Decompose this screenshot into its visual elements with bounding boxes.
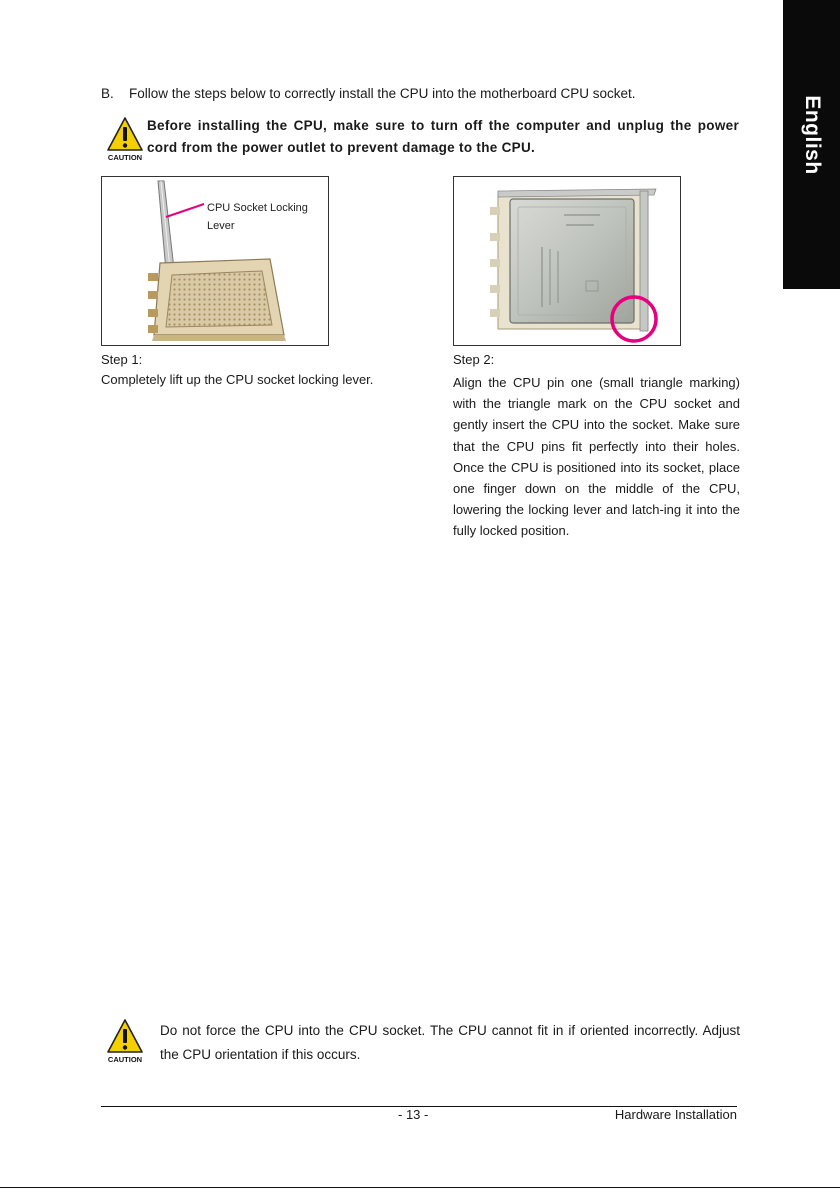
- language-tab-label: English: [800, 95, 824, 175]
- cpu-insert-photo: [453, 176, 681, 346]
- lever-callout: [207, 199, 308, 235]
- caution-warning-icon: [106, 116, 144, 167]
- step2-text: Align the CPU pin one (small triangle marking) with the triangle mark on the CPU socket and gently insert the CPU into the socket. Make sure that the CPU pins fit perfectly into their holes. Once the CPU is positioned into its socket, place one finger down on the middle of the CPU, lowering the locking lever and latch-ing it into the fully locked position.: [453, 375, 740, 539]
- intro-text: Follow the steps below to correctly install the CPU into the motherboard CPU socket.: [129, 86, 636, 101]
- step1-text: Completely lift up the CPU socket locking lever.: [101, 372, 374, 387]
- page-number: - 13 -: [398, 1107, 429, 1122]
- caution-warning-icon: [106, 1018, 144, 1069]
- page-bottom-rule: [0, 1187, 840, 1188]
- step2-title: Step 2:: [453, 352, 495, 367]
- intro-marker: B.: [101, 86, 114, 101]
- caution-top-text: Before installing the CPU, make sure to turn off the computer and unplug the power cord from the power outlet to prevent damage to the CPU.: [147, 118, 739, 155]
- callout-line-2: Lever: [207, 220, 235, 232]
- caution-bottom-text: Do not force the CPU into the CPU socket. The CPU cannot fit in if oriented incorrectly. Adjust the CPU orientation if this occurs.: [160, 1023, 740, 1062]
- intro-line: [101, 86, 635, 101]
- footer-section-name: Hardware Installation: [614, 1107, 737, 1122]
- socket-lever-photo: [101, 176, 329, 346]
- step1-title: Step 1:: [101, 352, 143, 367]
- language-side-tab: [783, 0, 840, 289]
- caution-icon-label: CAUTION: [107, 1055, 143, 1064]
- caution-icon-label: CAUTION: [107, 153, 143, 162]
- callout-pointer-line: [166, 204, 204, 217]
- callout-line-1: CPU Socket Locking: [207, 202, 308, 214]
